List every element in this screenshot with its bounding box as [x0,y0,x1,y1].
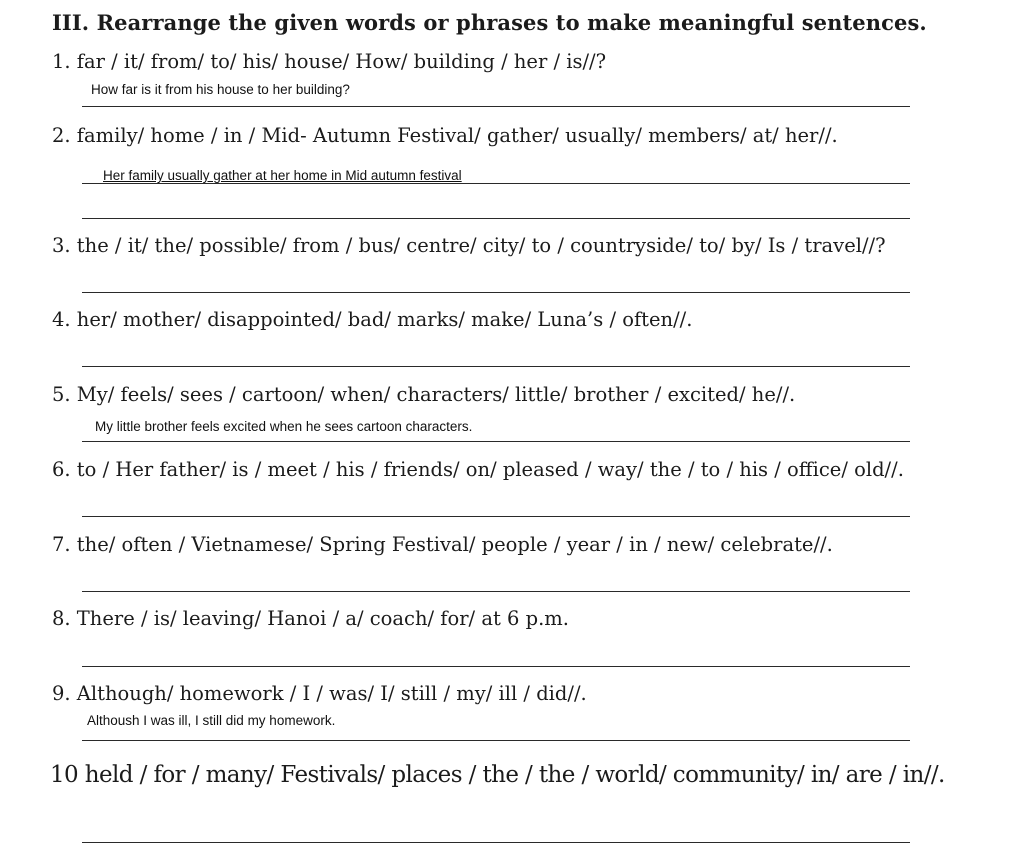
answer-line-7 [82,591,910,592]
question-6: 6. to / Her father/ is / meet / his / friends/ on/ pleased / way/ the / to / his / office/ old//. [52,458,904,481]
answer-line-10 [82,842,910,843]
question-4: 4. her/ mother/ disappointed/ bad/ marks/ make/ Luna’s / often//. [52,308,693,331]
answer-line-3 [82,292,910,293]
answer-2[interactable]: Her family usually gather at her home in Mid autumn festival [103,168,462,183]
answer-line-9 [82,740,910,741]
exercise-title: III. Rearrange the given words or phrases to make meaningful sentences. [52,10,927,35]
question-5: 5. My/ feels/ sees / cartoon/ when/ characters/ little/ brother / excited/ he//. [52,383,796,406]
question-3: 3. the / it/ the/ possible/ from / bus/ centre/ city/ to / countryside/ to/ by/ Is / travel//? [52,234,886,257]
answer-line-5 [82,441,910,442]
question-10: 10 held / for / many/ Festivals/ places / the / the / world/ community/ in/ are / in//. [50,762,945,788]
answer-9[interactable]: Althoush I was ill, I still did my homework. [87,713,336,728]
answer-1[interactable]: How far is it from his house to her building? [91,82,350,97]
question-1: 1. far / it/ from/ to/ his/ house/ How/ building / her / is//? [52,50,607,73]
answer-line-6 [82,516,910,517]
question-8: 8. There / is/ leaving/ Hanoi / a/ coach/ for/ at 6 p.m. [52,607,569,630]
answer-line-2 [82,183,910,184]
answer-5[interactable]: My little brother feels excited when he sees cartoon characters. [95,419,473,434]
question-2: 2. family/ home / in / Mid- Autumn Festival/ gather/ usually/ members/ at/ her//. [52,124,838,147]
answer-line-8 [82,666,910,667]
answer-line-4 [82,366,910,367]
answer-line-1 [82,106,910,107]
question-9: 9. Although/ homework / I / was/ I/ still / my/ ill / did//. [52,682,587,705]
question-7: 7. the/ often / Vietnamese/ Spring Festival/ people / year / in / new/ celebrate//. [52,533,833,556]
answer-line-2b [82,218,910,219]
